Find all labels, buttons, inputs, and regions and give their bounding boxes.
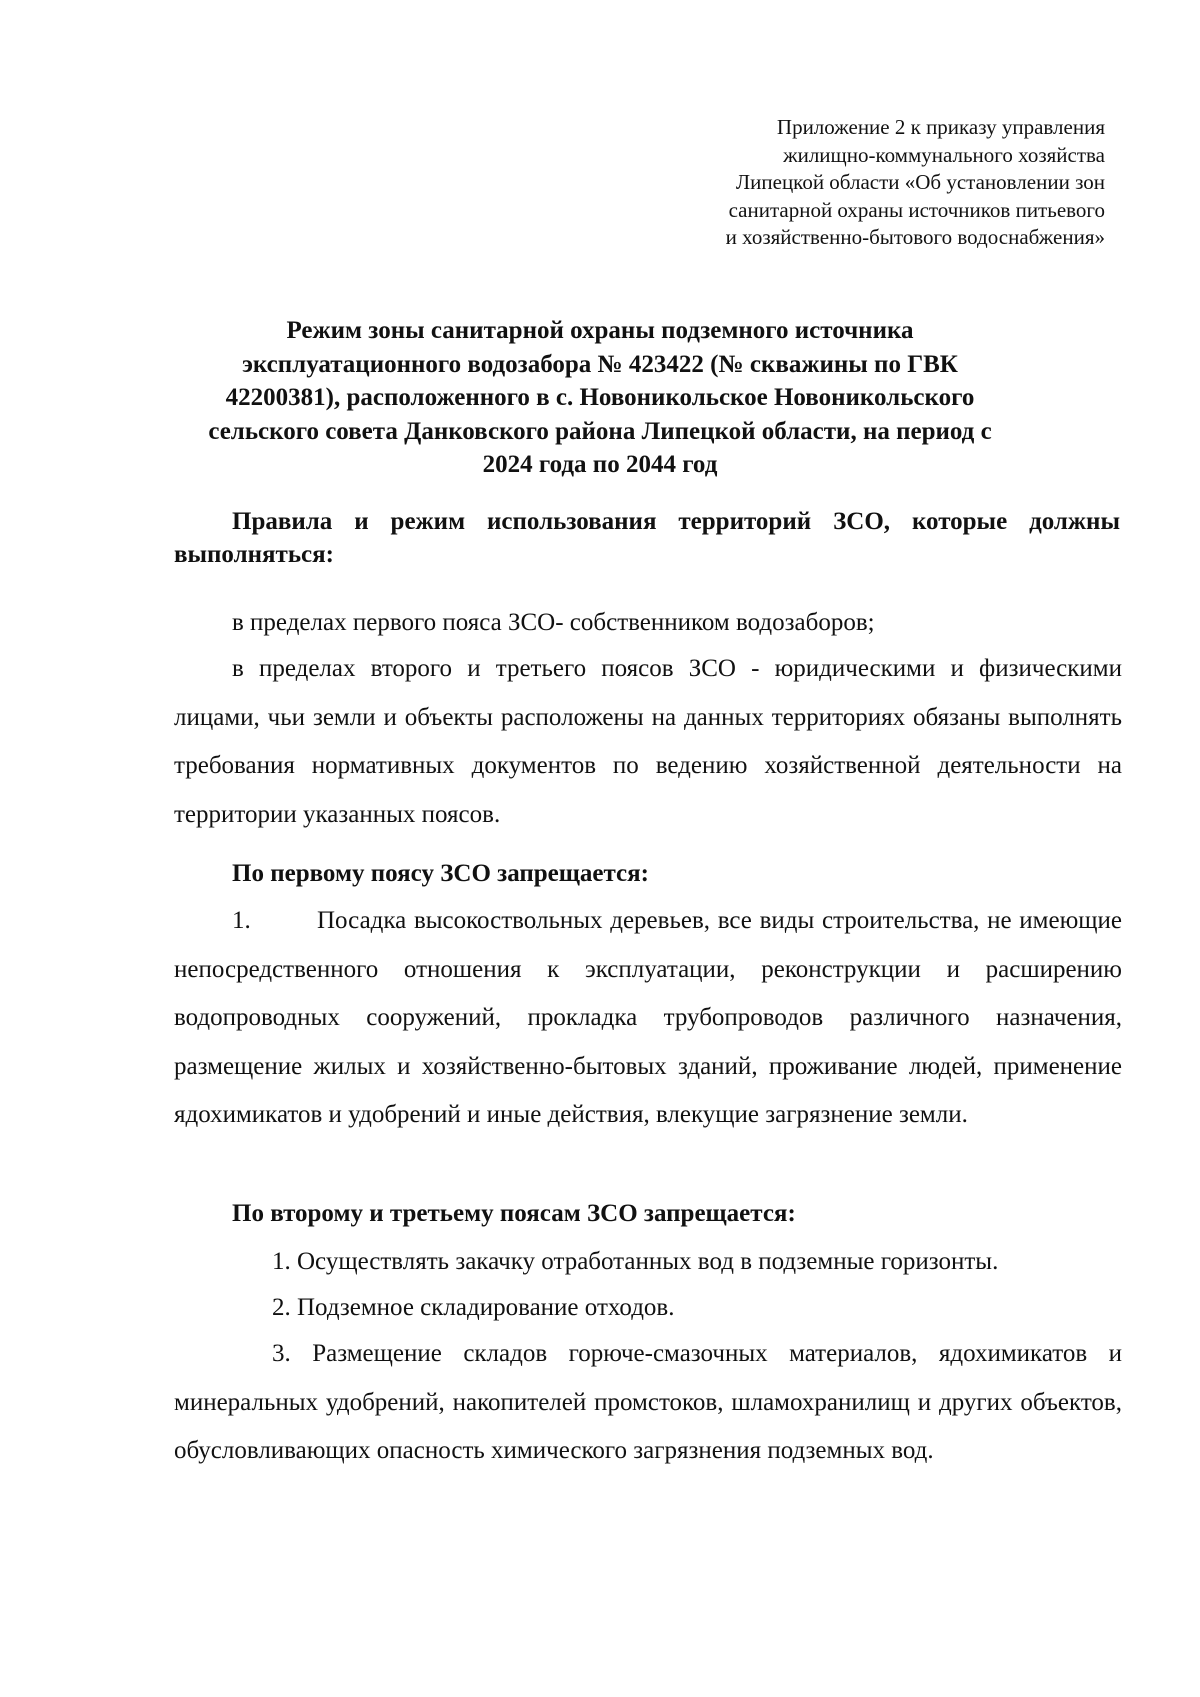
annex-line: жилищно-коммунального хозяйства [783, 142, 1105, 167]
item-number: 2. [272, 1294, 291, 1321]
item-text: Посадка высокоствольных деревьев, все виды строительства, не имеющие непосредственного отношения к эксплуатации, реконструкции и расширению водопроводных сооружений, прокладка трубопроводов различного назначения, размещение жилых и хозяйственно-бытовых зданий, проживание людей, применение ядохимикатов и удобрений и иные действия, влекущие загрязнение земли. [174, 907, 1122, 1128]
annex-line: Липецкой области «Об установлении зон [735, 170, 1105, 194]
item-number: 3. [272, 1340, 291, 1367]
item-text: Подземное складирование отходов. [297, 1294, 675, 1321]
title-line: 2024 года по 2044 год [482, 451, 718, 478]
item-text: Размещение складов горюче-смазочных материалов, ядохимикатов и минеральных удобрений, накопителей промстоков, шламохранилищ и других объектов, обусловливающих опасность химического загрязнения подземных вод. [174, 1340, 1123, 1464]
item-text: Осуществлять закачку отработанных вод в подземные горизонты. [297, 1248, 999, 1275]
annex-line: Приложение 2 к приказу управления [776, 115, 1105, 139]
second-zone-item-1 [272, 1238, 998, 1286]
first-zone-heading: По первому поясу ЗСО запрещается: [232, 860, 650, 887]
item-number: 1. [232, 907, 251, 934]
intro-paragraph-first-zone: в пределах первого пояса ЗСО- собственником водозаборов; [232, 609, 875, 636]
document-title [150, 314, 1050, 482]
second-zone-item-2 [272, 1284, 674, 1332]
first-zone-item-1 [174, 897, 1122, 1140]
title-line: сельского совета Данковского района Липецкой области, на период с [208, 417, 992, 445]
second-zone-heading: По второму и третьему поясам ЗСО запрещается: [232, 1200, 796, 1227]
title-line: эксплуатационного водозабора № 423422 (№ скважины по ГВК [242, 350, 958, 378]
intro-paragraph-second-third-zones: в пределах второго и третьего поясов ЗСО - юридическими и физическими лицами, чьи земли и объекты расположены на данных территориях обязаны выполнять требования нормативных документов по ведению хозяйственной деятельности на территории указанных поясов. [174, 655, 1122, 828]
title-line: Режим зоны санитарной охраны подземного источника [286, 317, 914, 344]
title-line: 42200381), расположенного в с. Новоникольское Новоникольского [225, 384, 975, 411]
annex-reference [585, 114, 1105, 252]
item-number: 1. [272, 1248, 291, 1275]
rules-heading: Правила и режим использования территорий ЗСО, которые должны выполняться: [174, 508, 1120, 568]
second-zone-item-3 [174, 1330, 1122, 1476]
annex-line: и хозяйственно-бытового водоснабжения» [725, 225, 1105, 249]
annex-line: санитарной охраны источников питьевого [728, 197, 1105, 222]
